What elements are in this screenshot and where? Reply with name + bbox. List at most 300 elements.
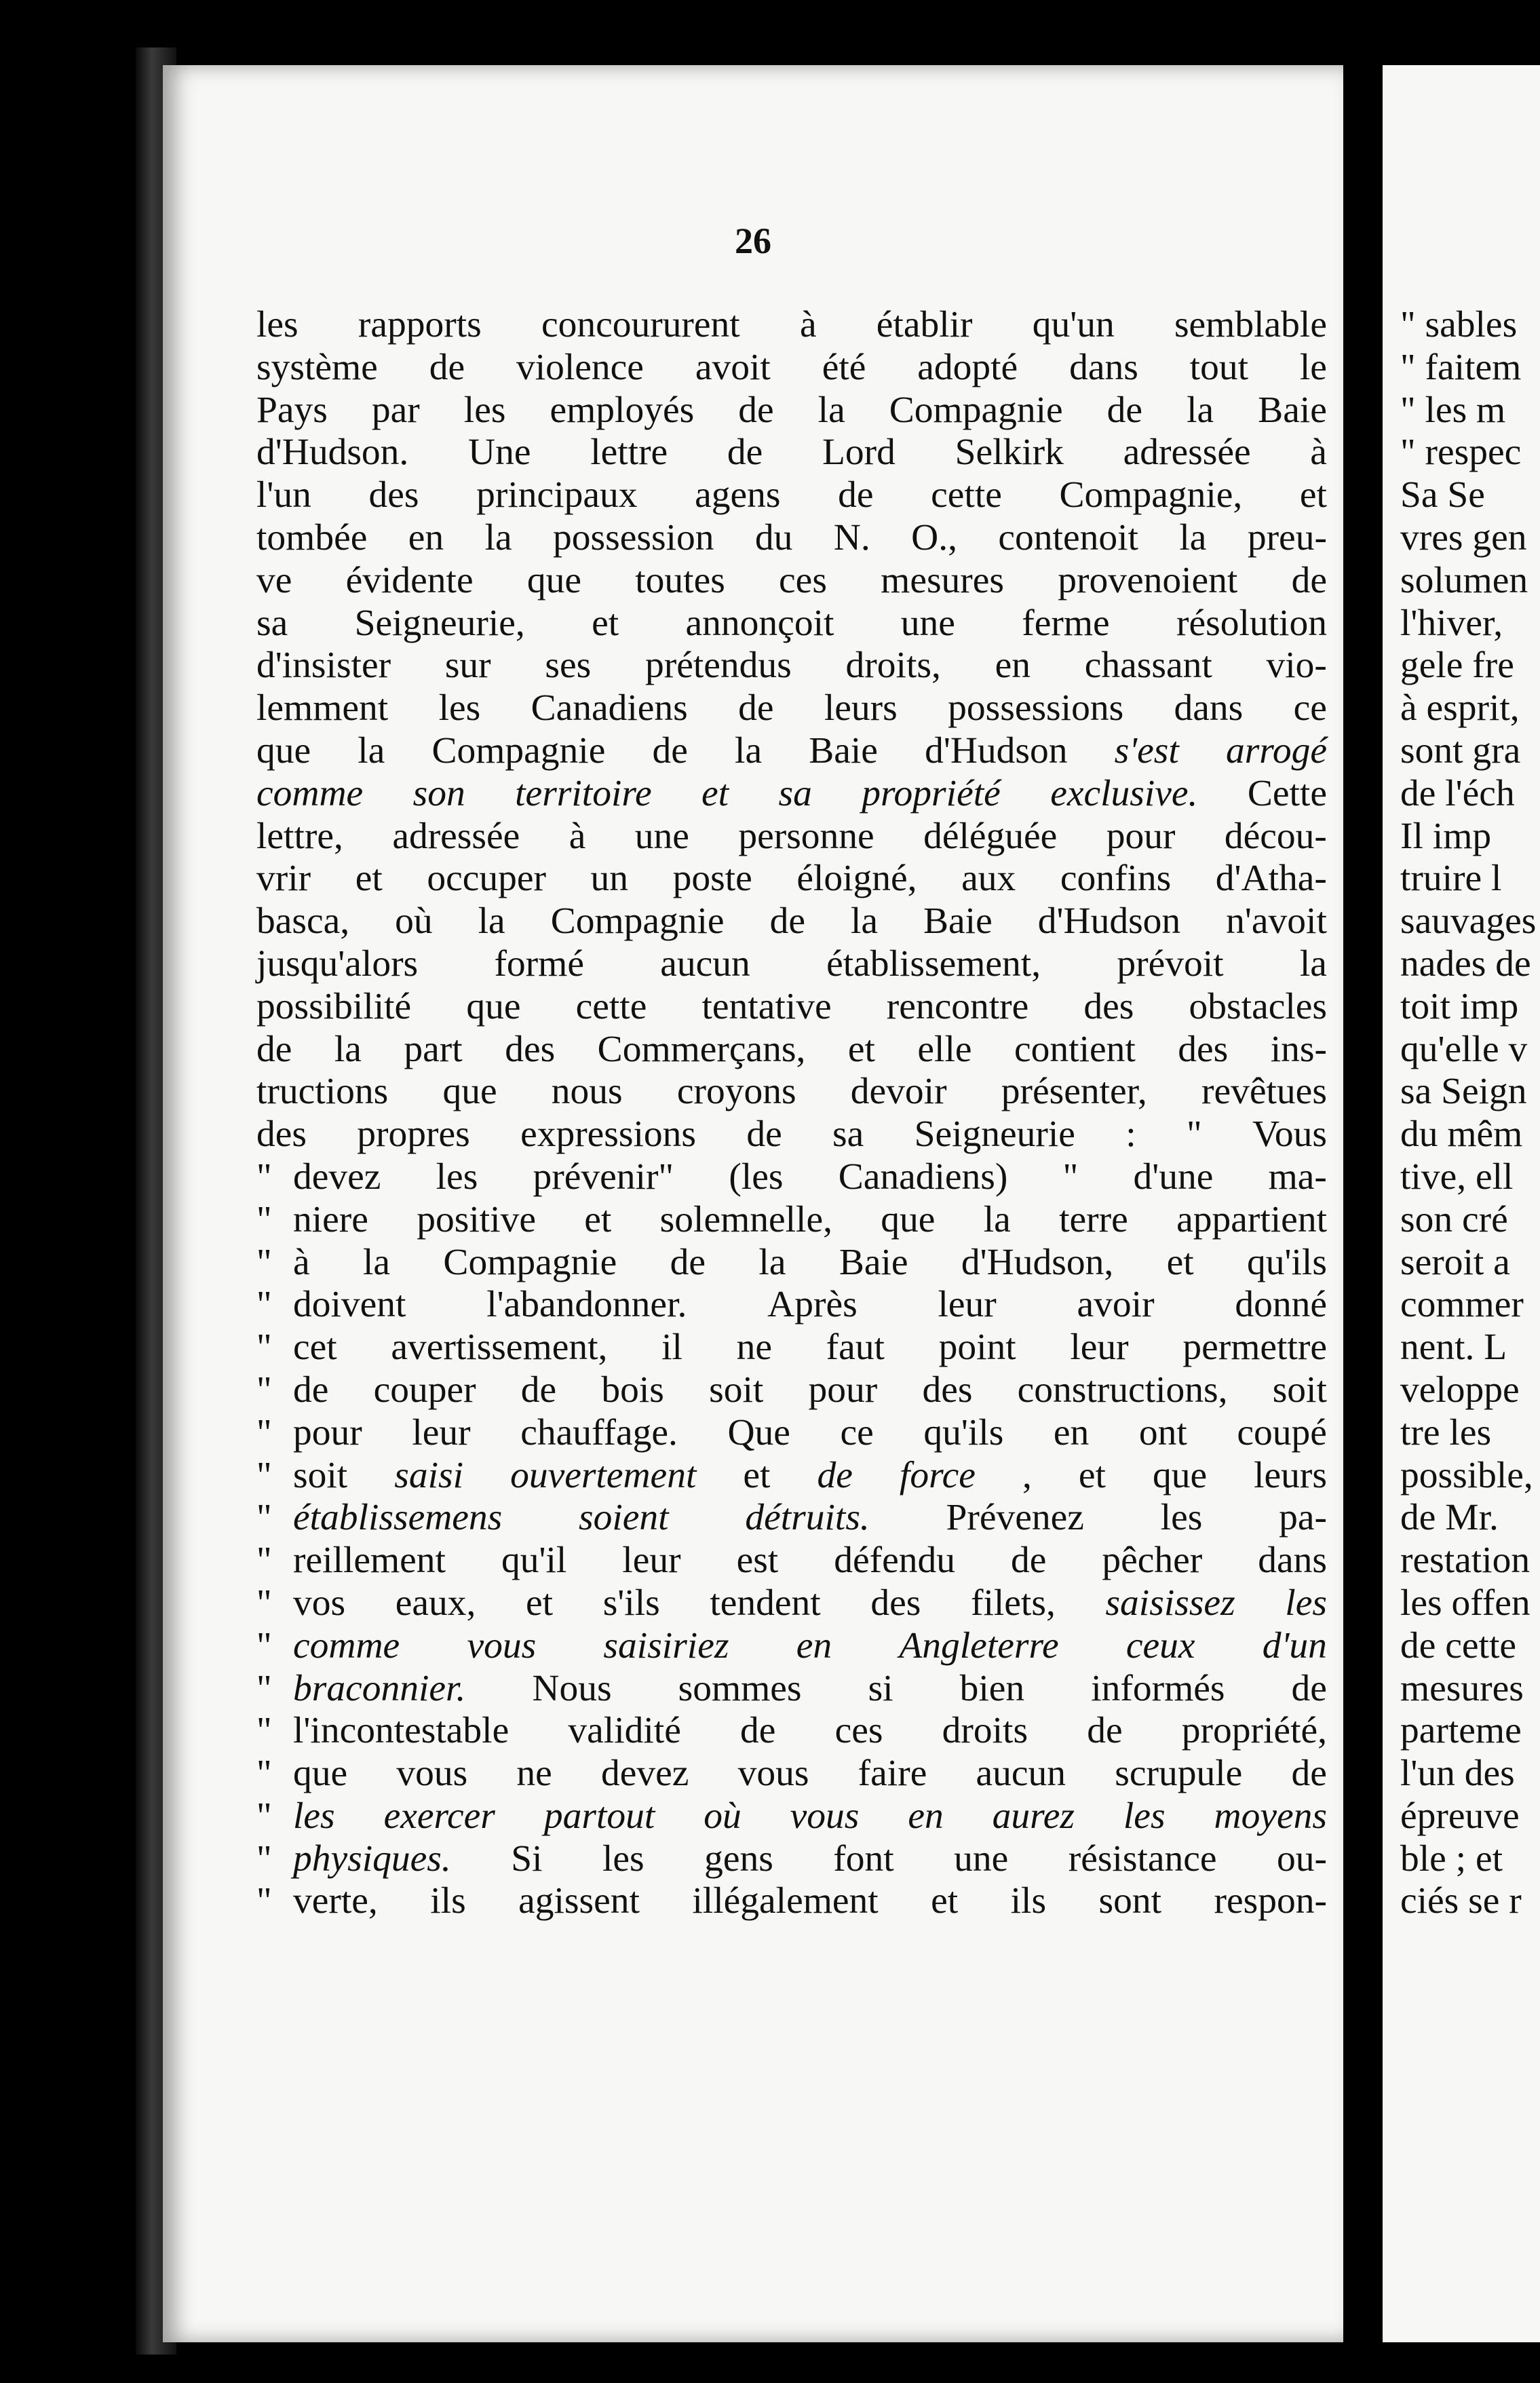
word: évidente — [345, 559, 474, 601]
word: revêtues — [1201, 1071, 1327, 1113]
word: lettre, — [256, 815, 343, 857]
word: adopté — [917, 346, 1018, 388]
word: violence — [516, 346, 644, 388]
word: les — [1285, 1582, 1327, 1624]
right-page-line: possible, — [1400, 1454, 1533, 1496]
word: que — [293, 1753, 348, 1795]
word: de — [817, 1454, 853, 1496]
quote-mark: " — [256, 1667, 272, 1709]
word: physiques. — [293, 1837, 451, 1880]
word: de — [1106, 389, 1143, 431]
right-page-line: ciés se r — [1400, 1880, 1522, 1922]
line-text — [293, 1284, 1327, 1327]
word: et — [592, 602, 619, 644]
word: de — [727, 432, 763, 474]
text-line — [256, 1668, 1327, 1711]
word: Seigneurie, — [354, 602, 525, 644]
word: sur — [444, 645, 491, 687]
word: solemnelle, — [659, 1198, 832, 1240]
word: la — [334, 1028, 362, 1070]
text-line — [256, 1710, 1327, 1753]
word: une — [634, 815, 689, 857]
quote-mark: " — [256, 1369, 272, 1411]
word: leur — [1070, 1327, 1129, 1369]
word: faire — [858, 1753, 927, 1795]
word: exercer — [383, 1795, 495, 1837]
word: jusqu'alors — [256, 942, 419, 985]
word: comme — [293, 1624, 400, 1666]
word: chassant — [1084, 645, 1212, 687]
word: positive — [417, 1198, 536, 1240]
text-line — [256, 1455, 1327, 1498]
quote-mark: " — [256, 1327, 272, 1369]
word: droits, — [845, 645, 941, 687]
word: lettre — [590, 432, 668, 474]
word: Baie — [839, 1241, 908, 1283]
word: employés — [550, 389, 695, 431]
line-text — [293, 1540, 1327, 1582]
word: des — [922, 1369, 973, 1411]
word: sa — [778, 772, 812, 814]
word: croyons — [676, 1071, 796, 1113]
text-line — [256, 1284, 1327, 1327]
word: Compagnie — [889, 389, 1063, 431]
word: avertissement, — [391, 1327, 608, 1369]
line-text — [256, 645, 1327, 687]
word: Baie — [923, 900, 993, 942]
text-line — [256, 687, 1327, 730]
word: système — [256, 346, 378, 388]
right-page-line: l'un des — [1400, 1753, 1515, 1795]
line-text — [293, 1497, 1327, 1540]
word: , — [1022, 1454, 1032, 1496]
word: en — [796, 1624, 832, 1666]
text-line — [256, 603, 1327, 645]
word: et — [1299, 474, 1327, 516]
line-text — [293, 1625, 1327, 1668]
word: la — [850, 900, 879, 942]
text-line — [256, 560, 1327, 603]
word: les — [436, 1156, 478, 1198]
right-page-line: toit imp — [1400, 985, 1519, 1027]
word: les — [602, 1837, 644, 1880]
word: d'Hudson, — [961, 1241, 1114, 1283]
word: point — [938, 1327, 1016, 1369]
word: pêcher — [1102, 1540, 1203, 1582]
word: elle — [917, 1028, 972, 1070]
word: qu'il — [501, 1540, 567, 1582]
word: de — [738, 687, 774, 729]
word: la — [363, 1241, 391, 1283]
word: doivent — [293, 1284, 406, 1326]
line-text — [293, 1369, 1327, 1412]
word: éloigné, — [796, 858, 917, 900]
word: possibilité — [256, 985, 412, 1027]
word: leur — [622, 1540, 681, 1582]
word: pa- — [1279, 1497, 1327, 1539]
word: ferme — [1022, 602, 1110, 644]
word: présenter, — [1001, 1071, 1147, 1113]
word: d'Hudson. — [256, 432, 409, 474]
word: contient — [1014, 1028, 1136, 1070]
word: expressions — [520, 1113, 697, 1156]
text-line — [256, 858, 1327, 900]
word: formé — [494, 942, 584, 985]
word: à — [799, 304, 817, 345]
word: Canadiens — [531, 687, 688, 729]
word: propriété — [862, 772, 1001, 814]
word: lemment — [256, 687, 389, 729]
word: des — [1178, 1028, 1229, 1070]
word: Seigneurie — [914, 1113, 1075, 1156]
word: établissemens — [293, 1497, 503, 1539]
line-text — [256, 474, 1327, 517]
word: Nous — [532, 1667, 612, 1709]
word: ne — [736, 1327, 772, 1369]
right-page-line: " respec — [1400, 432, 1522, 474]
word: leurs — [1254, 1454, 1327, 1496]
word: prétendus — [645, 645, 792, 687]
text-line — [256, 1199, 1327, 1242]
right-page-line: sa Seign — [1400, 1071, 1527, 1113]
word: de — [769, 900, 805, 942]
text-line — [256, 816, 1327, 858]
word: détruits. — [745, 1497, 870, 1539]
line-text — [256, 900, 1327, 943]
quote-mark: " — [256, 1880, 272, 1922]
word: devez — [601, 1753, 689, 1795]
word: est — [736, 1540, 779, 1582]
text-line — [256, 1156, 1327, 1199]
word: s'ils — [602, 1582, 660, 1624]
word: N. — [833, 516, 870, 558]
text-line — [256, 389, 1327, 432]
word: de — [1291, 1667, 1327, 1709]
word: permettre — [1182, 1327, 1327, 1369]
text-line — [256, 1071, 1327, 1113]
word: adressée — [1123, 432, 1251, 474]
word: saisi — [394, 1454, 464, 1496]
word: pour — [1106, 815, 1176, 857]
word: des — [870, 1582, 921, 1624]
word: leur — [938, 1284, 997, 1326]
word: faut — [826, 1327, 885, 1369]
word: bien — [959, 1667, 1025, 1709]
word: ils — [1010, 1880, 1047, 1922]
quote-mark: " — [256, 1540, 272, 1582]
word: le — [1299, 346, 1327, 388]
text-line — [256, 1113, 1327, 1156]
page-gutter — [1343, 65, 1383, 2342]
word: de — [1087, 1710, 1123, 1752]
word: Angleterre — [899, 1624, 1059, 1666]
word: ma- — [1268, 1156, 1327, 1198]
word: une — [900, 602, 955, 644]
word: leurs — [824, 687, 898, 729]
word: provenoient — [1058, 559, 1238, 601]
word: Pays — [256, 389, 328, 431]
page-number: 26 — [735, 221, 771, 261]
quote-mark: " — [256, 1241, 272, 1283]
word: Baie — [1258, 389, 1327, 431]
word: que — [256, 729, 311, 771]
word: ont — [1138, 1411, 1187, 1453]
text-line — [256, 1369, 1327, 1412]
word: soit — [293, 1454, 348, 1496]
word: déléguée — [923, 815, 1058, 857]
word: résistance — [1068, 1837, 1217, 1880]
word: appartient — [1176, 1198, 1327, 1240]
word: vous — [396, 1753, 468, 1795]
word: contenoit — [998, 516, 1138, 558]
word: aucun — [660, 942, 750, 985]
line-text — [293, 1327, 1327, 1369]
word: Compagnie — [550, 900, 725, 942]
word: moyens — [1214, 1795, 1327, 1837]
word: part — [404, 1028, 463, 1070]
line-text — [256, 517, 1327, 560]
word: Compagnie, — [1059, 474, 1243, 516]
word: toutes — [635, 559, 725, 601]
word: sa — [256, 602, 288, 644]
word: propres — [357, 1113, 470, 1156]
right-page-line: gele fre — [1400, 645, 1514, 687]
text-line — [256, 1880, 1327, 1923]
word: prévenir" — [533, 1156, 674, 1198]
word: O., — [911, 516, 958, 558]
line-text — [256, 603, 1327, 645]
quote-mark: " — [256, 1624, 272, 1666]
line-text — [293, 1582, 1327, 1625]
quote-mark: " — [256, 1454, 272, 1496]
word: rapports — [358, 304, 482, 345]
body-text — [256, 304, 1327, 1923]
line-text — [293, 1455, 1327, 1498]
text-line — [256, 645, 1327, 687]
word: et — [701, 772, 729, 814]
word: ne — [516, 1753, 552, 1795]
text-line — [256, 1753, 1327, 1795]
line-text — [293, 1156, 1327, 1199]
word: territoire — [515, 772, 652, 814]
word: sommes — [678, 1667, 802, 1709]
word: filets, — [970, 1582, 1056, 1624]
word: que — [466, 985, 521, 1027]
word: l'incontestable — [293, 1710, 509, 1752]
word: Une — [468, 432, 531, 474]
quote-mark: " — [256, 1284, 272, 1326]
word: ils — [430, 1880, 466, 1922]
word: gens — [704, 1837, 773, 1880]
line-text — [256, 432, 1327, 474]
word: en — [1053, 1411, 1090, 1453]
right-page-line: vres gen — [1400, 516, 1527, 558]
word: font — [833, 1837, 894, 1880]
word: résolution — [1176, 602, 1327, 644]
word: et — [355, 858, 383, 900]
word: droits — [942, 1710, 1028, 1752]
word: de — [652, 729, 688, 771]
right-page-line: seroit a — [1400, 1241, 1510, 1283]
word: l'un — [256, 474, 311, 516]
word: que — [526, 559, 581, 601]
word: les — [1123, 1795, 1166, 1837]
word: de — [1291, 559, 1327, 601]
word: vous — [790, 1795, 860, 1837]
right-page-line: les offen — [1400, 1582, 1531, 1624]
word: prévoit — [1117, 942, 1224, 985]
word: partout — [543, 1795, 655, 1837]
word: mesures — [881, 559, 1005, 601]
word: dans — [1174, 687, 1244, 729]
text-line — [256, 773, 1327, 816]
word: de — [670, 1241, 706, 1283]
word: où — [704, 1795, 742, 1837]
word: et — [1078, 1454, 1106, 1496]
word: où — [395, 900, 433, 942]
word: tendent — [710, 1582, 821, 1624]
word: par — [371, 389, 420, 431]
right-page-line: parteme — [1400, 1710, 1522, 1752]
word: Que — [727, 1411, 790, 1453]
right-page-line: " sables — [1400, 304, 1518, 345]
word: avoir — [1077, 1284, 1155, 1326]
right-page-line: de l'éch — [1400, 772, 1515, 814]
word: d'Hudson — [925, 729, 1068, 771]
word: tentative — [701, 985, 832, 1027]
word: des — [368, 474, 419, 516]
word: que — [442, 1071, 497, 1113]
word: et — [931, 1880, 959, 1922]
line-text — [293, 1412, 1327, 1455]
word: nous — [551, 1071, 623, 1113]
word: la — [478, 900, 505, 942]
word: personne — [738, 815, 874, 857]
word: illégalement — [692, 1880, 879, 1922]
word: Compagnie — [443, 1241, 617, 1283]
line-text — [256, 986, 1327, 1029]
word: la — [758, 1241, 786, 1283]
word: vos — [293, 1582, 346, 1624]
word: n'avoit — [1226, 900, 1327, 942]
word: été — [822, 346, 866, 388]
right-page-line: Sa Se — [1400, 474, 1485, 516]
word: Vous — [1252, 1113, 1327, 1156]
right-page-line: de Mr. — [1400, 1497, 1499, 1539]
word: vous — [737, 1753, 809, 1795]
word: les — [1160, 1497, 1203, 1539]
word: de — [429, 346, 465, 388]
word: ces — [779, 559, 827, 601]
word: de — [746, 1113, 782, 1156]
word: occuper — [427, 858, 546, 900]
word: adressée — [392, 815, 520, 857]
word: saisiriez — [603, 1624, 729, 1666]
word: dans — [1258, 1540, 1327, 1582]
word: une — [954, 1837, 1009, 1880]
word: comme — [256, 772, 364, 814]
word: aux — [961, 858, 1016, 900]
word: ouvertement — [510, 1454, 697, 1496]
right-page-line: " les m — [1400, 389, 1506, 431]
word: confins — [1060, 858, 1172, 900]
word: eaux, — [395, 1582, 476, 1624]
right-page-line: qu'elle v — [1400, 1028, 1528, 1070]
word: d'une — [1133, 1156, 1214, 1198]
word: (les — [729, 1156, 784, 1198]
word: Cette — [1247, 772, 1327, 814]
right-page-line: veloppe — [1400, 1369, 1520, 1411]
word: sont — [1098, 1880, 1162, 1922]
text-line — [256, 517, 1327, 560]
text-line — [256, 1540, 1327, 1582]
quote-mark: " — [256, 1582, 272, 1624]
word: leur — [412, 1411, 471, 1453]
word: de — [738, 389, 774, 431]
word: bois — [601, 1369, 664, 1411]
word: la — [983, 1198, 1011, 1240]
word: : — [1125, 1113, 1136, 1156]
word: en — [908, 1795, 944, 1837]
right-page-line: de cette — [1400, 1624, 1516, 1666]
word: cet — [293, 1327, 337, 1369]
line-text — [256, 730, 1327, 773]
text-line — [256, 1625, 1327, 1668]
word: agens — [695, 474, 781, 516]
word: et — [847, 1028, 875, 1070]
word: il — [661, 1327, 682, 1369]
word: en — [408, 516, 444, 558]
right-page-line: ble ; et — [1400, 1837, 1503, 1880]
word: aurez — [992, 1795, 1075, 1837]
word: la — [735, 729, 763, 771]
word: donné — [1235, 1284, 1327, 1326]
word: sa — [832, 1113, 864, 1156]
right-page-line: " faitem — [1400, 346, 1522, 388]
word: en — [995, 645, 1031, 687]
word: ceux — [1125, 1624, 1195, 1666]
word: Selkirk — [955, 432, 1064, 474]
right-page-line: tre les — [1400, 1411, 1492, 1453]
right-page-line: truire l — [1400, 858, 1502, 900]
word: vrir — [256, 858, 311, 900]
quote-mark: " — [256, 1795, 272, 1837]
word: validité — [568, 1710, 681, 1752]
line-text — [256, 943, 1327, 986]
word: braconnier. — [293, 1667, 466, 1709]
word: niere — [293, 1198, 368, 1240]
line-text — [256, 389, 1327, 432]
word: couper — [373, 1369, 476, 1411]
line-text — [256, 347, 1327, 389]
right-page-line: Il imp — [1400, 815, 1492, 857]
word: cette — [931, 474, 1002, 516]
quote-mark: " — [256, 1753, 272, 1795]
quote-mark: " — [256, 1411, 272, 1453]
line-text — [293, 1795, 1327, 1838]
word: la — [817, 389, 845, 431]
line-text — [256, 304, 1327, 347]
right-page-line: nent. L — [1400, 1327, 1507, 1369]
word: qu'un — [1032, 304, 1115, 345]
word: de — [740, 1710, 776, 1752]
word: tombée — [256, 516, 368, 558]
word: de — [520, 1369, 557, 1411]
word: terre — [1059, 1198, 1128, 1240]
word: son — [412, 772, 465, 814]
word: les — [463, 389, 506, 431]
text-line — [256, 474, 1327, 517]
